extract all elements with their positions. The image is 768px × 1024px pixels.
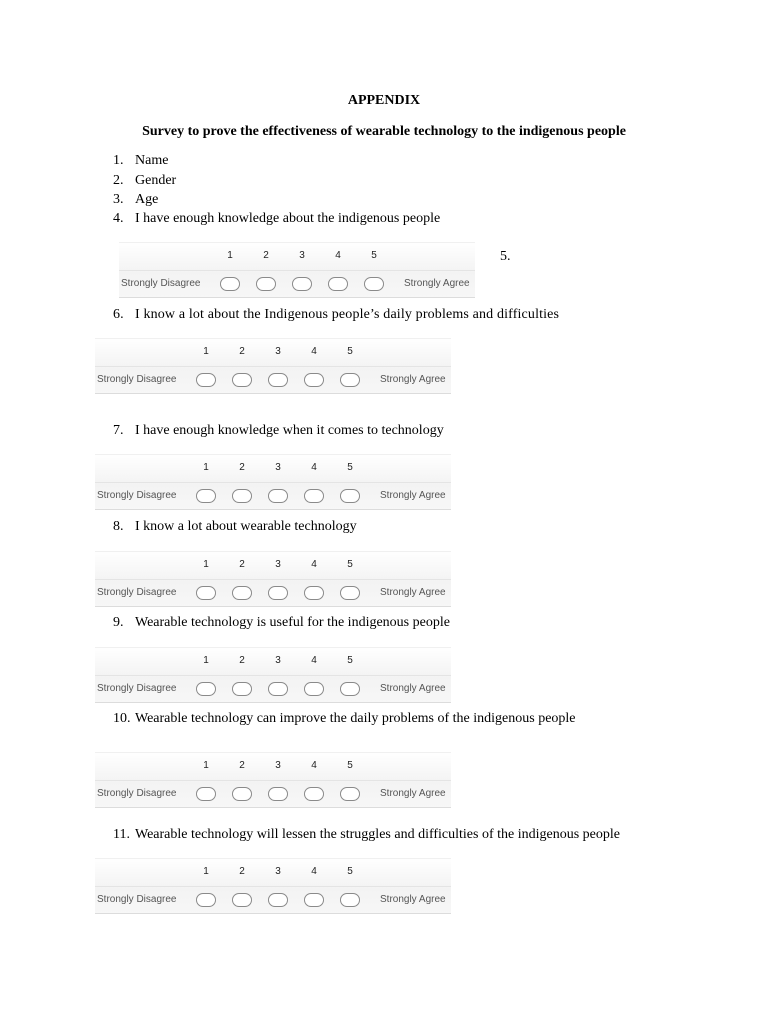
rating-option-2[interactable] <box>232 373 252 387</box>
question-2 <box>113 172 176 190</box>
scale-divider <box>95 647 451 648</box>
question-text: Wearable technology can improve the daily problems of the indigenous people <box>135 711 576 726</box>
scale-point-number: 5 <box>371 250 377 261</box>
scale-divider <box>95 579 451 580</box>
question-number: 3. <box>113 192 124 207</box>
scale-point-number: 4 <box>311 760 317 771</box>
scale-point-number: 3 <box>275 760 281 771</box>
rating-scale-q10 <box>95 752 451 808</box>
rating-scale-q6 <box>95 338 451 394</box>
question-number: 6. <box>113 307 124 322</box>
rating-option-4[interactable] <box>304 586 324 600</box>
strongly-disagree-label: Strongly Disagree <box>97 374 177 385</box>
scale-divider <box>95 482 451 483</box>
question-1 <box>113 152 168 170</box>
rating-option-1[interactable] <box>196 893 216 907</box>
scale-point-number: 1 <box>203 760 209 771</box>
question-number: 8. <box>113 519 124 534</box>
strongly-disagree-label: Strongly Disagree <box>97 587 177 598</box>
rating-option-4[interactable] <box>328 277 348 291</box>
rating-option-3[interactable] <box>292 277 312 291</box>
rating-option-5[interactable] <box>364 277 384 291</box>
scale-divider <box>119 270 475 271</box>
scale-point-number: 2 <box>239 760 245 771</box>
question-text: I have enough knowledge about the indigenous people <box>135 211 441 226</box>
question-8 <box>113 518 357 536</box>
rating-option-1[interactable] <box>196 787 216 801</box>
question-3 <box>113 191 158 209</box>
scale-point-number: 4 <box>335 250 341 261</box>
scale-point-number: 1 <box>203 866 209 877</box>
scale-point-number: 1 <box>203 559 209 570</box>
question-11 <box>113 826 620 844</box>
scale-divider <box>95 675 451 676</box>
scale-point-number: 2 <box>263 250 269 261</box>
rating-option-3[interactable] <box>268 787 288 801</box>
scale-point-number: 4 <box>311 559 317 570</box>
question-text: Age <box>135 192 159 207</box>
scale-divider <box>95 780 451 781</box>
rating-scale-q11 <box>95 858 451 914</box>
scale-point-number: 3 <box>299 250 305 261</box>
rating-option-3[interactable] <box>268 586 288 600</box>
question-number: 11. <box>113 827 130 842</box>
scale-point-number: 4 <box>311 866 317 877</box>
scale-divider <box>95 702 451 703</box>
scale-point-number: 2 <box>239 346 245 357</box>
rating-option-5[interactable] <box>340 489 360 503</box>
rating-option-5[interactable] <box>340 893 360 907</box>
rating-option-5[interactable] <box>340 787 360 801</box>
scale-point-number: 3 <box>275 462 281 473</box>
scale-divider <box>95 393 451 394</box>
scale-divider <box>95 338 451 339</box>
scale-point-number: 4 <box>311 462 317 473</box>
question-text: I know a lot about wearable technology <box>135 519 357 534</box>
rating-option-3[interactable] <box>268 489 288 503</box>
scale-point-number: 1 <box>227 250 233 261</box>
scale-divider <box>95 366 451 367</box>
strongly-agree-label: Strongly Agree <box>380 683 446 694</box>
question-text: I have enough knowledge when it comes to technology <box>135 423 444 438</box>
rating-option-4[interactable] <box>304 373 324 387</box>
question-text: Wearable technology is useful for the indigenous people <box>135 615 450 630</box>
scale-point-number: 5 <box>347 346 353 357</box>
rating-option-4[interactable] <box>304 787 324 801</box>
question-number: 10. <box>113 711 131 726</box>
scale-divider <box>95 509 451 510</box>
rating-scale-q4 <box>119 242 475 298</box>
question-number: 9. <box>113 615 124 630</box>
scale-divider <box>95 886 451 887</box>
rating-option-4[interactable] <box>304 489 324 503</box>
scale-divider <box>119 297 475 298</box>
rating-option-1[interactable] <box>196 586 216 600</box>
question-number: 7. <box>113 423 124 438</box>
scale-point-number: 1 <box>203 346 209 357</box>
scale-divider <box>95 807 451 808</box>
question-number: 2. <box>113 173 124 188</box>
scale-point-number: 5 <box>347 655 353 666</box>
rating-option-2[interactable] <box>232 586 252 600</box>
strongly-disagree-label: Strongly Disagree <box>97 683 177 694</box>
strongly-disagree-label: Strongly Disagree <box>97 788 177 799</box>
scale-point-number: 5 <box>347 559 353 570</box>
rating-option-1[interactable] <box>196 682 216 696</box>
strongly-disagree-label: Strongly Disagree <box>121 278 201 289</box>
scale-point-number: 5 <box>347 462 353 473</box>
scale-point-number: 2 <box>239 462 245 473</box>
question-text: Wearable technology will lessen the struggles and difficulties of the indigenous people <box>135 827 620 842</box>
strongly-agree-label: Strongly Agree <box>380 490 446 501</box>
question-number: 1. <box>113 153 124 168</box>
rating-option-2[interactable] <box>232 893 252 907</box>
scale-point-number: 4 <box>311 346 317 357</box>
question-9 <box>113 614 450 632</box>
question-text: Name <box>135 153 169 168</box>
scale-point-number: 2 <box>239 655 245 666</box>
scale-divider <box>119 242 475 243</box>
rating-option-3[interactable] <box>268 682 288 696</box>
strongly-agree-label: Strongly Agree <box>380 374 446 385</box>
scale-point-number: 1 <box>203 462 209 473</box>
scale-point-number: 1 <box>203 655 209 666</box>
question-10 <box>113 710 576 728</box>
scale-point-number: 3 <box>275 866 281 877</box>
question-5-number: 5. <box>500 249 511 264</box>
rating-option-3[interactable] <box>268 373 288 387</box>
rating-option-2[interactable] <box>256 277 276 291</box>
rating-option-1[interactable] <box>196 489 216 503</box>
rating-option-1[interactable] <box>196 373 216 387</box>
scale-point-number: 3 <box>275 559 281 570</box>
scale-divider <box>95 752 451 753</box>
rating-option-3[interactable] <box>268 893 288 907</box>
question-number: 4. <box>113 211 124 226</box>
scale-divider <box>95 858 451 859</box>
strongly-agree-label: Strongly Agree <box>380 788 446 799</box>
rating-scale-q8 <box>95 551 451 607</box>
rating-option-2[interactable] <box>232 489 252 503</box>
rating-option-5[interactable] <box>340 682 360 696</box>
rating-option-5[interactable] <box>340 586 360 600</box>
strongly-disagree-label: Strongly Disagree <box>97 894 177 905</box>
strongly-disagree-label: Strongly Disagree <box>97 490 177 501</box>
strongly-agree-label: Strongly Agree <box>404 278 470 289</box>
question-text: Gender <box>135 173 177 188</box>
rating-scale-q7 <box>95 454 451 510</box>
question-text: I know a lot about the Indigenous people’s daily problems and difficulties <box>135 307 560 322</box>
question-4 <box>113 210 440 228</box>
question-6 <box>113 306 559 324</box>
survey-title: Survey to prove the effectiveness of wearable technology to the indigenous people <box>142 124 626 139</box>
rating-option-5[interactable] <box>340 373 360 387</box>
rating-scale-q9 <box>95 647 451 703</box>
rating-option-2[interactable] <box>232 682 252 696</box>
scale-point-number: 2 <box>239 866 245 877</box>
scale-divider <box>95 454 451 455</box>
scale-divider <box>95 913 451 914</box>
scale-point-number: 3 <box>275 346 281 357</box>
rating-option-4[interactable] <box>304 682 324 696</box>
scale-point-number: 2 <box>239 559 245 570</box>
scale-point-number: 5 <box>347 866 353 877</box>
rating-option-1[interactable] <box>220 277 240 291</box>
scale-point-number: 3 <box>275 655 281 666</box>
scale-divider <box>95 606 451 607</box>
scale-point-number: 5 <box>347 760 353 771</box>
question-7 <box>113 422 444 440</box>
appendix-heading: APPENDIX <box>347 93 421 108</box>
rating-option-4[interactable] <box>304 893 324 907</box>
scale-point-number: 4 <box>311 655 317 666</box>
strongly-agree-label: Strongly Agree <box>380 894 446 905</box>
strongly-agree-label: Strongly Agree <box>380 587 446 598</box>
scale-divider <box>95 551 451 552</box>
rating-option-2[interactable] <box>232 787 252 801</box>
